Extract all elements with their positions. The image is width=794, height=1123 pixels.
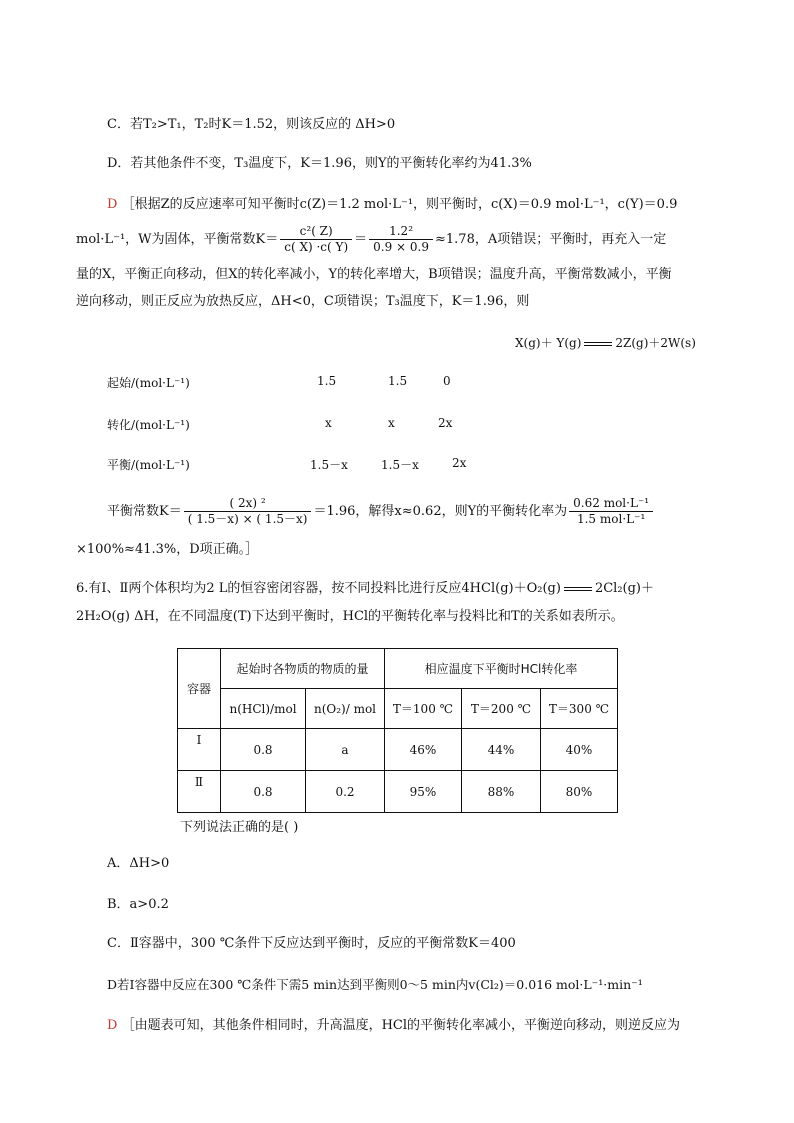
table-subheader-row (178, 689, 618, 729)
answer-text: ≈1.78，A项错误；平衡时，再充入一定 (435, 232, 667, 247)
cell-t300: 80% (541, 771, 618, 813)
question-text: 2Cl₂(g)＋ (594, 581, 654, 596)
k-calc-text: ＝1.96，解得x≈0.62，则Y的平衡转化率为 (313, 504, 568, 519)
equilibrium-arrow-icon (584, 339, 612, 349)
cell-t200: 88% (462, 771, 541, 813)
fraction-denominator: 0.9 × 0.9 (373, 240, 429, 254)
cell-n-o2: a (306, 729, 385, 771)
k-expression-label: mol·L⁻¹，W为固体，平衡常数K＝ (76, 232, 279, 247)
option-a: A．ΔH>0 (107, 856, 170, 871)
fraction-denominator: 1.5 mol·L⁻¹ (576, 512, 646, 526)
ice-value: 1.5 (317, 374, 337, 388)
reaction-equation (515, 334, 696, 352)
fraction-denominator: c( X) ·c( Y) (284, 240, 349, 254)
option-c-2: C．Ⅱ容器中，300 ℃条件下反应达到平衡时，反应的平衡常数K＝400 (107, 936, 516, 951)
k-calc-label: 平衡常数K＝ (107, 504, 182, 519)
ice-value: 1.5－x (310, 458, 348, 472)
header-t300: T＝300 ℃ (541, 689, 618, 729)
fraction-k-calc (184, 496, 312, 527)
header-t200: T＝200 ℃ (462, 689, 541, 729)
question-6-line-1 (76, 580, 654, 598)
answer-line-3: 量的X，平衡正向移动，但X的转化率减小，Y的转化率增大，B项错误；温度升高，平衡常数减小，平衡 (76, 267, 672, 282)
option-d: D．若其他条件不变，T₃温度下，K＝1.96，则Y的平衡转化率约为41.3% (107, 156, 532, 171)
answer-text: ［由题表可知，其他条件相同时，升高温度，HCl的平衡转化率减小，平衡逆向移动，则逆反应为 (121, 1018, 681, 1033)
answer-2-line-1 (107, 1017, 680, 1035)
reactants: X(g)＋ Y(g) (515, 336, 582, 350)
answer-text: ［根据Z的反应速率可知平衡时c(Z)＝1.2 mol·L⁻¹，则平衡时，c(X)＝0.9 mol·L⁻¹，c(Y)＝0.9 (121, 197, 678, 212)
cell-n-o2: 0.2 (306, 771, 385, 813)
answer-letter: D (107, 1018, 118, 1033)
fraction-numerator: 1.2² (369, 224, 433, 240)
option-c: C．若T₂>T₁，T₂时K＝1.52，则该反应的 ΔH>0 (107, 117, 396, 132)
question-6-line-2: 2H₂O(g) ΔH，在不同温度(T)下达到平衡时，HCl的平衡转化率与投料比和T的关系如表所示。 (76, 609, 624, 624)
ice-value: 2x (452, 456, 467, 470)
question-prompt: 下列说法正确的是( ) (180, 820, 299, 835)
cell-n-hcl: 0.8 (221, 729, 306, 771)
header-conversion: 相应温度下平衡时HCl转化率 (385, 649, 618, 689)
data-table (177, 648, 618, 813)
table-row (178, 771, 618, 813)
answer-letter: D (107, 197, 118, 212)
option-b: B．a>0.2 (107, 897, 169, 912)
fraction-numerator: c²( Z) (280, 224, 352, 240)
fraction-conversion (569, 496, 653, 527)
ice-label: 起始/(mol·L⁻¹) (107, 376, 190, 390)
cell-container: Ⅰ (178, 729, 221, 771)
answer-line-4: 逆向移动，则正反应为放热反应，ΔH<0，C项错误；T₃温度下，K＝1.96，则 (76, 294, 530, 309)
ice-value: x (325, 416, 332, 430)
header-t100: T＝100 ℃ (385, 689, 462, 729)
k-calculation (107, 496, 655, 527)
cell-container: Ⅱ (178, 771, 221, 813)
header-container: 容器 (178, 649, 221, 729)
products: 2Z(g)＋2W(s) (615, 336, 696, 350)
table-row (178, 729, 618, 771)
k-calc-conclusion: ×100%≈41.3%，D项正确。］ (76, 542, 259, 557)
ice-value: 0 (443, 374, 451, 388)
cell-t100: 95% (385, 771, 462, 813)
question-text: 6.有Ⅰ、Ⅱ两个体积均为2 L的恒容密闭容器，按不同投料比进行反应4HCl(g)＋O₂(g) (76, 581, 561, 596)
ice-value: 2x (438, 416, 453, 430)
cell-t100: 46% (385, 729, 462, 771)
ice-label: 平衡/(mol·L⁻¹) (107, 458, 190, 472)
ice-label: 转化/(mol·L⁻¹) (107, 418, 190, 432)
answer-line-2 (76, 224, 666, 255)
ice-value: 1.5－x (381, 458, 419, 472)
fraction-numerator: ( 2x) ² (184, 496, 312, 512)
fraction-k-value (369, 224, 433, 255)
header-n-hcl: n(HCl)/mol (221, 689, 306, 729)
table-header-row (178, 649, 618, 689)
cell-t200: 44% (462, 729, 541, 771)
cell-t300: 40% (541, 729, 618, 771)
fraction-denominator: ( 1.5－x) × ( 1.5－x) (187, 512, 308, 526)
fraction-k-def (280, 224, 352, 255)
header-start-amount: 起始时各物质的物质的量 (221, 649, 385, 689)
ice-value: 1.5 (388, 374, 408, 388)
header-n-o2: n(O₂)/ mol (306, 689, 385, 729)
cell-n-hcl: 0.8 (221, 771, 306, 813)
fraction-numerator: 0.62 mol·L⁻¹ (569, 496, 653, 512)
answer-line-1 (107, 196, 677, 214)
option-d-2: D若Ⅰ容器中反应在300 ℃条件下需5 min达到平衡则0～5 min内v(Cl₂)＝0.016 mol·L⁻¹·min⁻¹ (107, 977, 643, 992)
ice-value: x (388, 416, 395, 430)
equals-sign: ＝ (354, 232, 368, 247)
equilibrium-arrow-icon (564, 584, 592, 594)
